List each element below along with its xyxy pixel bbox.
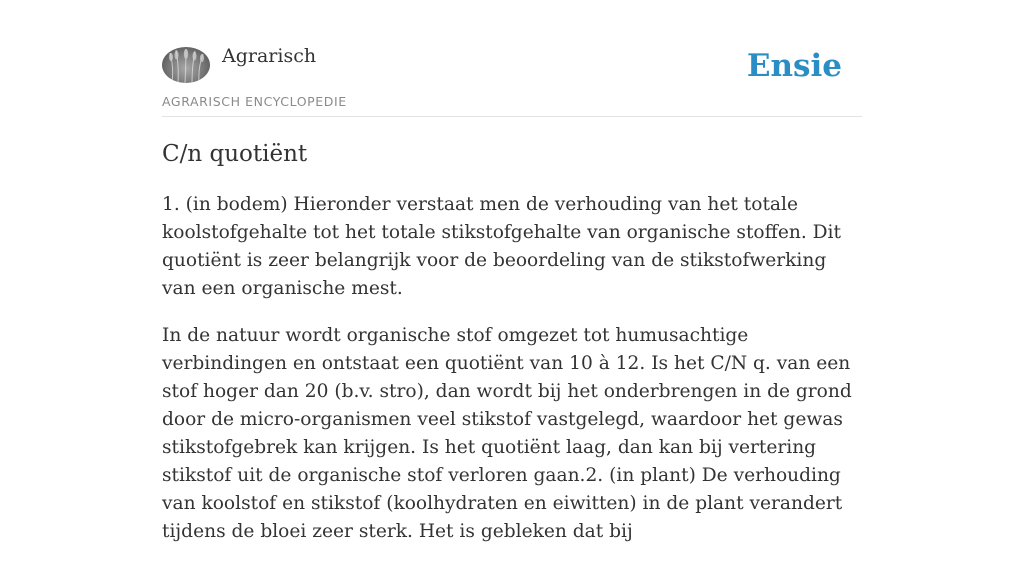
page-header — [162, 0, 862, 117]
publisher-subtitle: AGRARISCH ENCYCLOPEDIE — [162, 94, 347, 109]
publisher-avatar[interactable] — [162, 47, 210, 83]
article-paragraph: 1. (in bodem) Hieronder verstaat men de verhouding van het totale koolstofgehalte tot het totale stikstofgehalte van organische stoffen. Dit quotiënt is zeer belangrijk voor de beoordeling van de stikstofwerking van een organische mest. — [162, 194, 841, 299]
ensie-logo-link[interactable]: Ensie — [746, 48, 842, 84]
article-title: C/n quotiënt — [162, 141, 308, 167]
publisher-name[interactable]: Agrarisch — [222, 45, 317, 67]
article — [162, 138, 862, 565]
wheat-icon — [162, 47, 210, 83]
article-paragraph: In de natuur wordt organische stof omgezet tot humusachtige verbindingen en ontstaat een quotiënt van 10 à 12. Is het C/N q. van een stof hoger dan 20 (b.v. stro), dan wordt bij het onderbrengen in de grond door de micro-organismen veel stikstof vastgelegd, waardoor het gewas stikstofgebrek kan krijgen. Is het quotiënt laag, dan kan bij vertering stikstof uit de organische stof verloren gaan.2. (in plant) De verhouding van koolstof en stikstof (koolhydraten en eiwitten) in de plant verandert tijdens de bloei zeer sterk. Het is gebleken dat bij — [162, 325, 852, 542]
